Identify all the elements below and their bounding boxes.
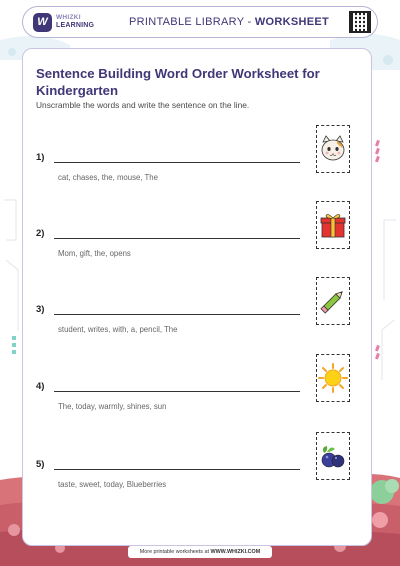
answer-line[interactable] — [54, 314, 300, 315]
header-title-strong: WORKSHEET — [254, 16, 330, 28]
answer-line[interactable] — [54, 391, 300, 392]
answer-line[interactable] — [54, 469, 300, 470]
sun-icon — [318, 363, 348, 393]
logo-mark: W — [33, 13, 52, 32]
picture-box — [316, 354, 350, 402]
whizki-logo[interactable] — [33, 13, 109, 32]
picture-box — [316, 277, 350, 325]
logo-line1: WHIZKI — [56, 14, 81, 21]
logo-text — [56, 14, 94, 30]
answer-line[interactable] — [54, 238, 300, 239]
scrambled-words: Mom, gift, the, opens — [58, 249, 131, 258]
question-number: 4) — [36, 381, 45, 392]
question-number: 3) — [36, 304, 45, 315]
scrambled-words: cat, chases, the, mouse, The — [58, 173, 158, 182]
question-number: 2) — [36, 228, 45, 239]
picture-box — [316, 201, 350, 249]
footer-link[interactable]: WWW.WHIZKI.COM — [210, 549, 261, 555]
footer-prefix: More printable worksheets at — [139, 549, 211, 555]
scrambled-words: taste, sweet, today, Blueberries — [58, 480, 167, 489]
worksheet-title: Sentence Building Word Order Worksheet for Kindergarten — [36, 66, 320, 98]
scrambled-words: student, writes, with, a, pencil, The — [58, 325, 178, 334]
header-title-prefix: PRINTABLE LIBRARY - — [128, 16, 255, 28]
question-5 — [36, 453, 366, 533]
question-number: 1) — [36, 152, 45, 163]
question-number: 5) — [36, 459, 45, 470]
picture-box — [316, 125, 350, 173]
qr-code-icon[interactable] — [349, 11, 371, 33]
scrambled-words: The, today, warmly, shines, sun — [58, 402, 167, 411]
cat-face-icon — [318, 134, 348, 164]
answer-line[interactable] — [54, 162, 300, 163]
logo-line2: LEARNING — [56, 22, 95, 29]
worksheet-instructions: Unscramble the words and write the sentence on the line. — [36, 100, 250, 110]
gift-box-icon — [318, 210, 348, 240]
footer-text — [128, 546, 272, 558]
picture-box — [316, 432, 350, 480]
pencil-icon — [318, 286, 348, 316]
header-bar — [22, 6, 378, 38]
header-title — [109, 16, 349, 28]
blueberries-icon — [318, 441, 348, 471]
